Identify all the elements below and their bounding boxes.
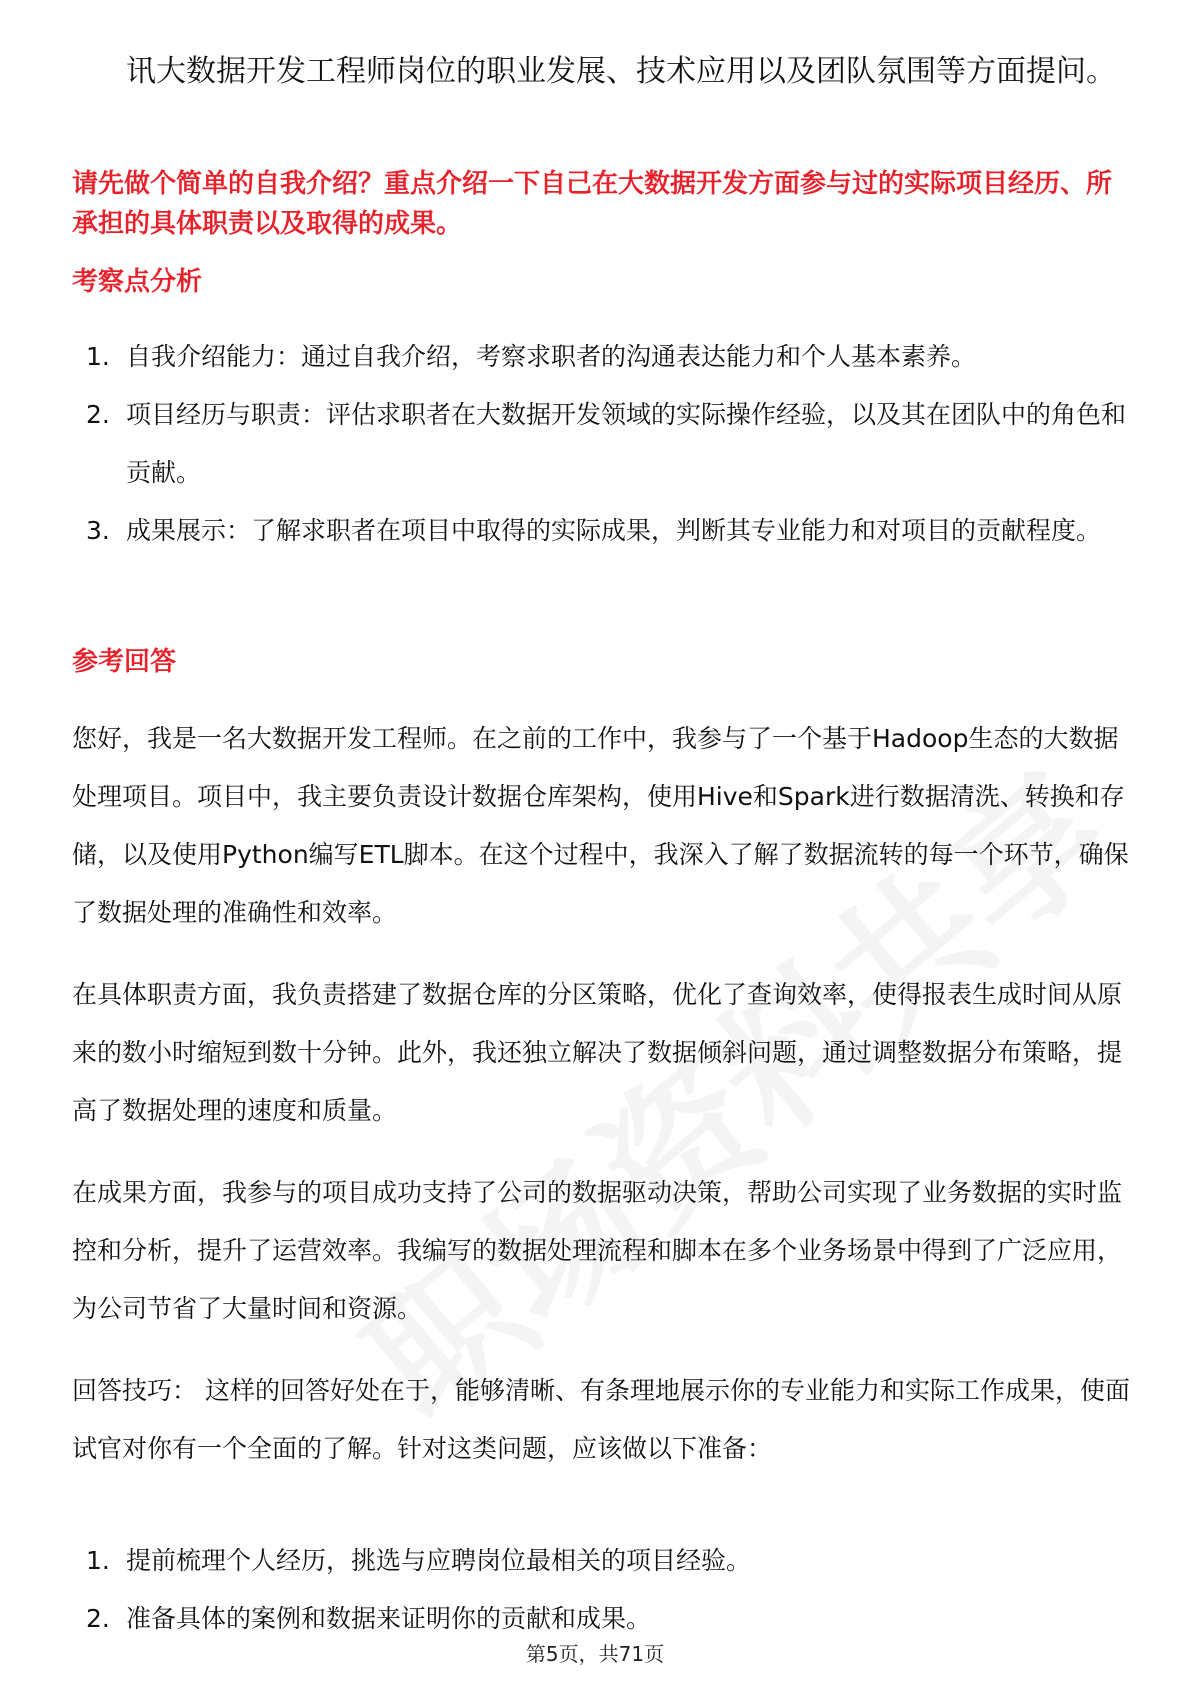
list-number: 2. <box>86 1604 110 1633</box>
list-item-text: 提前梳理个人经历，挑选与应聘岗位最相关的项目经验。 <box>126 1546 752 1575</box>
interview-question: 请先做个简单的自我介绍？重点介绍一下自己在大数据开发方面参与过的实际项目经历、所承担的具体职责以及取得的成果。 <box>72 169 1113 239</box>
list-item <box>72 328 1132 386</box>
tips-list <box>72 1532 1132 1648</box>
list-item <box>72 1532 1132 1590</box>
answer-paragraph: 在具体职责方面，我负责搭建了数据仓库的分区策略，优化了查询效率，使得报表生成时间从原来的数小时缩短到数十分钟。此外，我还独立解决了数据倾斜问题，通过调整数据分布策略，提高了数据处理的速度和质量。 <box>72 980 1123 1125</box>
answer-paragraph: 您好，我是一名大数据开发工程师。在之前的工作中，我参与了一个基于Hadoop生态的大数据处理项目。项目中，我主要负责设计数据仓库架构，使用Hive和Spark进行数据清洗、转换和存储，以及使用Python编写ETL脚本。在这个过程中，我深入了解了数据流转的每一个环节，确保了数据处理的准确性和效率。 <box>72 724 1129 927</box>
list-number: 2. <box>86 400 110 429</box>
list-number: 1. <box>86 342 110 371</box>
list-number: 1. <box>86 1546 110 1575</box>
list-item-text: 成果展示：了解求职者在项目中取得的实际成果，判断其专业能力和对项目的贡献程度。 <box>126 516 1102 545</box>
answer-paragraph: 在成果方面，我参与的项目成功支持了公司的数据驱动决策，帮助公司实现了业务数据的实时监控和分析，提升了运营效率。我编写的数据处理流程和脚本在多个业务场景中得到了广泛应用，为公司节省了大量时间和资源。 <box>72 1178 1123 1323</box>
list-item-text: 自我介绍能力：通过自我介绍，考察求职者的沟通表达能力和个人基本素养。 <box>126 342 977 371</box>
reference-heading: 参考回答 <box>72 647 177 677</box>
list-item <box>72 502 1132 560</box>
page-number: 第5页，共71页 <box>525 1642 665 1666</box>
list-item <box>72 386 1132 502</box>
list-item-text: 准备具体的案例和数据来证明你的贡献和成果。 <box>126 1604 652 1633</box>
analysis-list <box>72 328 1132 560</box>
analysis-heading: 考察点分析 <box>72 267 203 297</box>
answer-tips-paragraph: 回答技巧： 这样的回答好处在于，能够清晰、有条理地展示你的专业能力和实际工作成果，使面试官对你有一个全面的了解。针对这类问题，应该做以下准备： <box>72 1376 1130 1463</box>
list-item-text: 项目经历与职责：评估求职者在大数据开发领域的实际操作经验，以及其在团队中的角色和贡献。 <box>126 400 1127 487</box>
list-number: 3. <box>86 516 110 545</box>
intro-text: 讯大数据开发工程师岗位的职业发展、技术应用以及团队氛围等方面提问。 <box>126 54 1116 89</box>
